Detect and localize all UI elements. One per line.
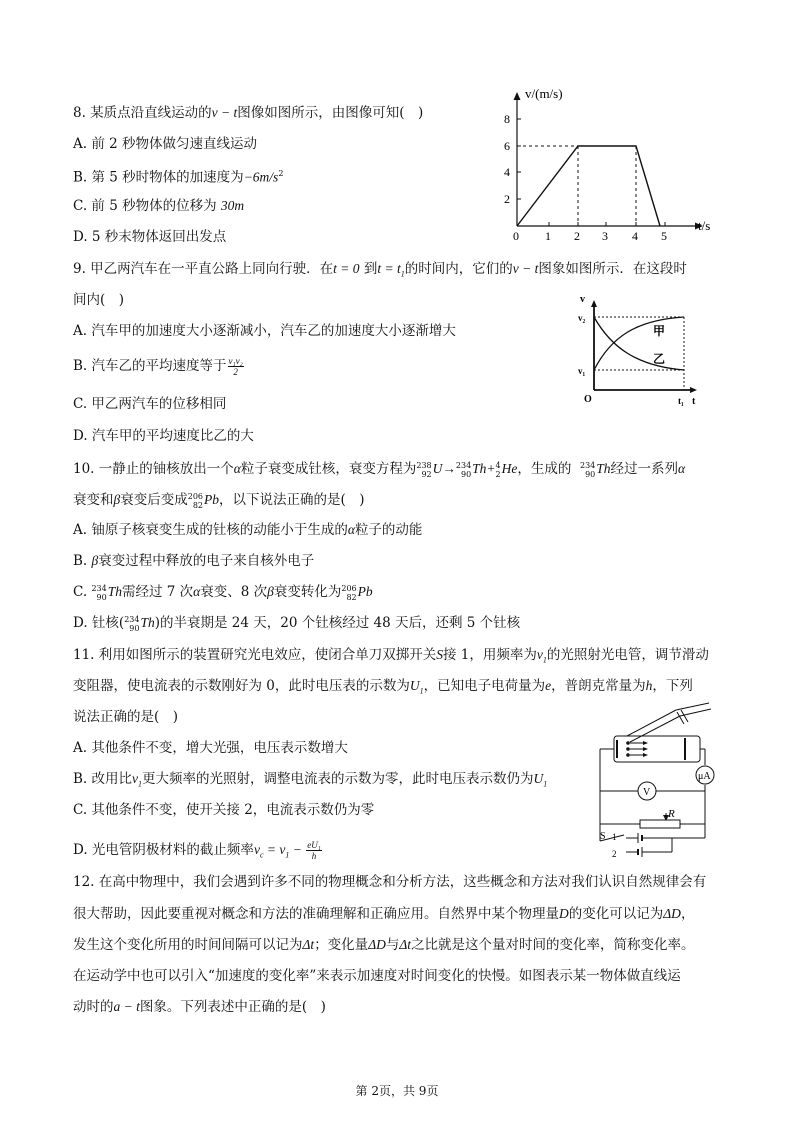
- q8-xtick: 1: [545, 229, 551, 243]
- q9-graph-v1: v₁: [578, 366, 586, 376]
- page-footer: 第 2页，共 9页: [355, 1084, 439, 1098]
- q9-stem-line2: 间内( ): [73, 292, 125, 308]
- q9-option-d: D. 汽车甲的平均速度比乙的大: [73, 428, 254, 444]
- q11-circuit-resistor-label: R: [668, 808, 675, 820]
- q11-circuit-terminal-1: 1: [612, 832, 617, 842]
- q9-graph-label-yi: 乙: [653, 352, 666, 366]
- q8-vt-graph: [500, 84, 725, 244]
- q8-xtick: 5: [661, 229, 667, 243]
- q10-option-b: B. β衰变过程中释放的电子来自核外电子: [73, 553, 315, 569]
- q9-graph-origin: O: [584, 394, 592, 405]
- q11-circuit-voltmeter-label: V: [643, 787, 651, 798]
- q9-graph-label-jia: 甲: [653, 324, 666, 338]
- q12-stem-line1: 12. 在高中物理中，我们会遇到许多不同的物理概念和分析方法，这些概念和方法对我们认识自然规律会有: [73, 874, 707, 890]
- q8-ytick: 2: [504, 192, 510, 206]
- q11-option-a: A. 其他条件不变，增大光强，电压表示数增大: [73, 740, 348, 756]
- q10-option-a: A. 铀原子核衰变生成的钍核的动能小于生成的α粒子的动能: [73, 522, 423, 538]
- q11-circuit-terminal-2: 2: [612, 849, 617, 859]
- q8-option-c: C. 前 5 秒物体的位移为 30m: [73, 198, 245, 214]
- q8-xtick: 0: [513, 229, 519, 243]
- q8-option-b: B. 第 5 秒时物体的加速度为$-6m/s^2$: [73, 169, 284, 186]
- q11-stem-line3: 说法正确的是( ): [73, 709, 179, 725]
- q12-stem-line4: 在运动学中也可以引入“加速度的变化率”来表示加速度对时间变化的快慢。如图表示某一物体做直线运: [73, 968, 681, 984]
- q9-option-c: C. 甲乙两汽车的位移相同: [73, 396, 227, 412]
- q9-stem: 9. 甲乙两汽车在一平直公路上同向行驶．在t = 0 到$t = t_1$的时间内，它们的v − t图象如图所示．在这段时: [73, 261, 687, 279]
- q8-graph-ylabel: v/(m/s): [525, 86, 563, 101]
- q9-graph-ylabel: v: [580, 294, 585, 305]
- q8-xtick: 2: [574, 229, 580, 243]
- q9-graph-t1: t₁: [678, 396, 684, 406]
- q11-option-c: C. 其他条件不变，使开关接 2，电流表示数仍为零: [73, 802, 375, 818]
- q9-vt-graph: [576, 292, 706, 408]
- q8-xtick: 3: [602, 229, 608, 243]
- q8-stem: 8. 某质点沿直线运动的v − t图像如图所示，由图像可知( ): [73, 105, 424, 121]
- q9-graph-v2: v₂: [578, 313, 586, 323]
- q8-ytick: 8: [504, 112, 510, 126]
- q9-option-b: B. 汽车乙的平均速度等于 $\frac{\text{v₁v₂}}{2}$: [73, 356, 243, 377]
- q9-graph-t: t: [692, 396, 696, 407]
- q11-circuit-switch-label: S: [600, 831, 606, 842]
- q12-stem-line5: 动时的a − t图象。下列表述中正确的是( ): [73, 999, 326, 1015]
- q11-option-b: B. 改用比$\nu_1$更大频率的光照射，调整电流表的示数为零，此时电压表示数仍为$U_1$: [73, 771, 548, 789]
- q10-option-c: C. 234 90 Th需经过 7 次α衰变、8 次β衰变转化为 206 82 Pb: [73, 583, 373, 602]
- q12-stem-line3: 发生这个变化所用的时间间隔可以记为Δt；变化量ΔD与Δt之比就是这个量对时间的变化率，简称变化率。: [73, 937, 695, 953]
- q8-option-a: A. 前 2 秒物体做匀速直线运动: [73, 136, 258, 152]
- q8-ytick: 6: [504, 139, 510, 153]
- q9-option-a: A. 汽车甲的加速度大小逐渐减小，汽车乙的加速度大小逐渐增大: [73, 323, 456, 339]
- q10-stem: 10. 一静止的铀核放出一个α粒子衰变成钍核，衰变方程为 238 92 U→ 234 90 Th+ 4 2 He，生成的 234 90 Th经过一系列α: [73, 460, 686, 479]
- q11-circuit-ammeter-label: μA: [698, 771, 711, 782]
- q11-stem-line2: 变阻器，使电流表的示数刚好为 0，此时电压表的示数为$U_1$，已知电子电荷量为e，普朗克常量为h，下列: [73, 678, 693, 696]
- q8-graph-xlabel: t/s: [698, 218, 711, 233]
- q8-xtick: 4: [632, 229, 638, 243]
- q11-circuit-diagram: [590, 700, 720, 862]
- q11-option-d: D. 光电管阴极材料的截止频率$\nu_c = \nu_1$ − $\frac{\text{eU₁}}{h}$: [73, 840, 321, 861]
- q10-option-d: D. 钍核( 234 90 Th)的半衰期是 24 天，20 个钍核经过 48 天后，还剩 5 个钍核: [73, 614, 521, 633]
- q8-option-d: D. 5 秒末物体返回出发点: [73, 229, 227, 245]
- q12-stem-line2: 很大帮助，因此要重视对概念和方法的准确理解和正确应用。自然界中某个物理量D的变化可以记为ΔD，: [73, 906, 695, 922]
- q8-ytick: 4: [504, 165, 510, 179]
- q11-stem-line1: 11. 利用如图所示的装置研究光电效应，使闭合单刀双掷开关S接 1，用频率为$\nu_1$的光照射光电管，调节滑动: [73, 647, 709, 665]
- q10-stem-line2: 衰变和β衰变后变成 206 82 Pb，以下说法正确的是( ): [73, 491, 365, 510]
